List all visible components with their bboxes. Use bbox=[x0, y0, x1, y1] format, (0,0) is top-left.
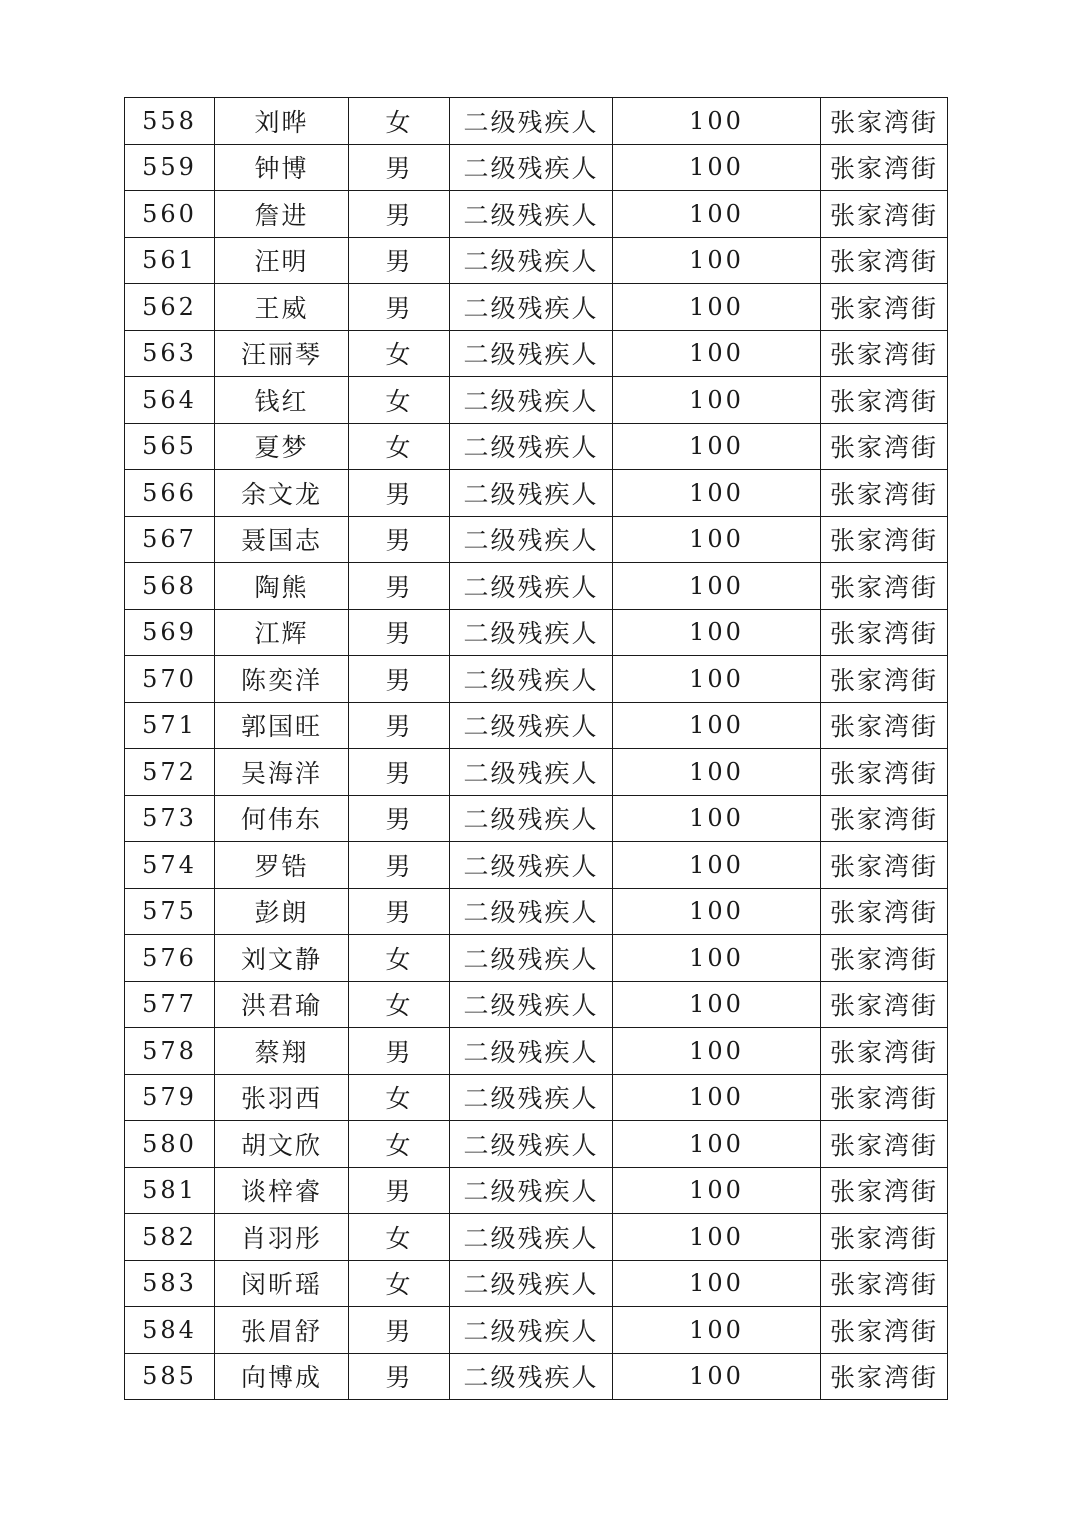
serial-number-cell: 565 bbox=[125, 423, 215, 470]
serial-number-cell: 575 bbox=[125, 888, 215, 935]
table-row bbox=[125, 795, 948, 842]
serial-number-cell: 560 bbox=[125, 191, 215, 238]
table-row bbox=[125, 563, 948, 610]
name-cell: 张羽西 bbox=[215, 1074, 349, 1121]
amount-cell: 100 bbox=[613, 609, 821, 656]
name-cell: 詹进 bbox=[215, 191, 349, 238]
serial-number-cell: 563 bbox=[125, 330, 215, 377]
table-row bbox=[125, 1028, 948, 1075]
name-cell: 刘文静 bbox=[215, 935, 349, 982]
street-cell: 张家湾街 bbox=[821, 1074, 948, 1121]
table-row bbox=[125, 144, 948, 191]
amount-cell: 100 bbox=[613, 284, 821, 331]
disability-level-cell: 二级残疾人 bbox=[450, 1214, 613, 1261]
table-row bbox=[125, 842, 948, 889]
disability-level-cell: 二级残疾人 bbox=[450, 656, 613, 703]
gender-cell: 女 bbox=[349, 935, 450, 982]
amount-cell: 100 bbox=[613, 842, 821, 889]
street-cell: 张家湾街 bbox=[821, 609, 948, 656]
table-row bbox=[125, 1167, 948, 1214]
serial-number-cell: 577 bbox=[125, 981, 215, 1028]
gender-cell: 男 bbox=[349, 1307, 450, 1354]
street-cell: 张家湾街 bbox=[821, 237, 948, 284]
serial-number-cell: 567 bbox=[125, 516, 215, 563]
table-row bbox=[125, 609, 948, 656]
table-row bbox=[125, 981, 948, 1028]
disability-level-cell: 二级残疾人 bbox=[450, 377, 613, 424]
gender-cell: 男 bbox=[349, 656, 450, 703]
serial-number-cell: 570 bbox=[125, 656, 215, 703]
serial-number-cell: 583 bbox=[125, 1260, 215, 1307]
name-cell: 陶熊 bbox=[215, 563, 349, 610]
serial-number-cell: 562 bbox=[125, 284, 215, 331]
amount-cell: 100 bbox=[613, 237, 821, 284]
amount-cell: 100 bbox=[613, 749, 821, 796]
name-cell: 郭国旺 bbox=[215, 702, 349, 749]
serial-number-cell: 579 bbox=[125, 1074, 215, 1121]
gender-cell: 男 bbox=[349, 609, 450, 656]
street-cell: 张家湾街 bbox=[821, 1028, 948, 1075]
amount-cell: 100 bbox=[613, 191, 821, 238]
disability-level-cell: 二级残疾人 bbox=[450, 702, 613, 749]
street-cell: 张家湾街 bbox=[821, 1307, 948, 1354]
serial-number-cell: 574 bbox=[125, 842, 215, 889]
amount-cell: 100 bbox=[613, 656, 821, 703]
table-row bbox=[125, 284, 948, 331]
name-cell: 汪明 bbox=[215, 237, 349, 284]
disability-level-cell: 二级残疾人 bbox=[450, 795, 613, 842]
street-cell: 张家湾街 bbox=[821, 795, 948, 842]
name-cell: 肖羽彤 bbox=[215, 1214, 349, 1261]
serial-number-cell: 582 bbox=[125, 1214, 215, 1261]
amount-cell: 100 bbox=[613, 1353, 821, 1400]
disability-level-cell: 二级残疾人 bbox=[450, 470, 613, 517]
gender-cell: 男 bbox=[349, 888, 450, 935]
serial-number-cell: 581 bbox=[125, 1167, 215, 1214]
street-cell: 张家湾街 bbox=[821, 749, 948, 796]
table-row bbox=[125, 888, 948, 935]
disability-level-cell: 二级残疾人 bbox=[450, 1167, 613, 1214]
table-row bbox=[125, 1214, 948, 1261]
disability-level-cell: 二级残疾人 bbox=[450, 330, 613, 377]
table-row bbox=[125, 191, 948, 238]
amount-cell: 100 bbox=[613, 1307, 821, 1354]
street-cell: 张家湾街 bbox=[821, 423, 948, 470]
serial-number-cell: 561 bbox=[125, 237, 215, 284]
disability-level-cell: 二级残疾人 bbox=[450, 935, 613, 982]
gender-cell: 男 bbox=[349, 795, 450, 842]
gender-cell: 男 bbox=[349, 1353, 450, 1400]
name-cell: 何伟东 bbox=[215, 795, 349, 842]
gender-cell: 女 bbox=[349, 981, 450, 1028]
gender-cell: 男 bbox=[349, 237, 450, 284]
amount-cell: 100 bbox=[613, 98, 821, 145]
gender-cell: 男 bbox=[349, 1167, 450, 1214]
gender-cell: 女 bbox=[349, 423, 450, 470]
street-cell: 张家湾街 bbox=[821, 888, 948, 935]
table-row bbox=[125, 702, 948, 749]
gender-cell: 男 bbox=[349, 144, 450, 191]
disability-level-cell: 二级残疾人 bbox=[450, 1260, 613, 1307]
amount-cell: 100 bbox=[613, 563, 821, 610]
name-cell: 胡文欣 bbox=[215, 1121, 349, 1168]
name-cell: 谈梓睿 bbox=[215, 1167, 349, 1214]
amount-cell: 100 bbox=[613, 1167, 821, 1214]
street-cell: 张家湾街 bbox=[821, 98, 948, 145]
street-cell: 张家湾街 bbox=[821, 377, 948, 424]
disability-level-cell: 二级残疾人 bbox=[450, 563, 613, 610]
name-cell: 刘晔 bbox=[215, 98, 349, 145]
street-cell: 张家湾街 bbox=[821, 1260, 948, 1307]
amount-cell: 100 bbox=[613, 1074, 821, 1121]
street-cell: 张家湾街 bbox=[821, 330, 948, 377]
gender-cell: 男 bbox=[349, 563, 450, 610]
table-row bbox=[125, 237, 948, 284]
amount-cell: 100 bbox=[613, 1121, 821, 1168]
amount-cell: 100 bbox=[613, 795, 821, 842]
serial-number-cell: 569 bbox=[125, 609, 215, 656]
table-row bbox=[125, 656, 948, 703]
amount-cell: 100 bbox=[613, 888, 821, 935]
street-cell: 张家湾街 bbox=[821, 144, 948, 191]
disability-level-cell: 二级残疾人 bbox=[450, 237, 613, 284]
serial-number-cell: 566 bbox=[125, 470, 215, 517]
amount-cell: 100 bbox=[613, 470, 821, 517]
gender-cell: 男 bbox=[349, 284, 450, 331]
street-cell: 张家湾街 bbox=[821, 1214, 948, 1261]
disability-level-cell: 二级残疾人 bbox=[450, 191, 613, 238]
gender-cell: 男 bbox=[349, 1028, 450, 1075]
name-cell: 钟博 bbox=[215, 144, 349, 191]
amount-cell: 100 bbox=[613, 1214, 821, 1261]
disability-level-cell: 二级残疾人 bbox=[450, 1353, 613, 1400]
name-cell: 江辉 bbox=[215, 609, 349, 656]
amount-cell: 100 bbox=[613, 330, 821, 377]
disability-level-cell: 二级残疾人 bbox=[450, 1121, 613, 1168]
table-row bbox=[125, 516, 948, 563]
amount-cell: 100 bbox=[613, 516, 821, 563]
roster-table-body bbox=[125, 98, 948, 1400]
amount-cell: 100 bbox=[613, 1028, 821, 1075]
disability-level-cell: 二级残疾人 bbox=[450, 516, 613, 563]
street-cell: 张家湾街 bbox=[821, 191, 948, 238]
table-row bbox=[125, 377, 948, 424]
disability-level-cell: 二级残疾人 bbox=[450, 144, 613, 191]
roster-table bbox=[124, 97, 948, 1400]
gender-cell: 男 bbox=[349, 516, 450, 563]
disability-level-cell: 二级残疾人 bbox=[450, 749, 613, 796]
street-cell: 张家湾街 bbox=[821, 470, 948, 517]
gender-cell: 女 bbox=[349, 1074, 450, 1121]
street-cell: 张家湾街 bbox=[821, 656, 948, 703]
amount-cell: 100 bbox=[613, 144, 821, 191]
serial-number-cell: 584 bbox=[125, 1307, 215, 1354]
gender-cell: 女 bbox=[349, 1260, 450, 1307]
amount-cell: 100 bbox=[613, 935, 821, 982]
amount-cell: 100 bbox=[613, 981, 821, 1028]
disability-level-cell: 二级残疾人 bbox=[450, 1074, 613, 1121]
name-cell: 洪君瑜 bbox=[215, 981, 349, 1028]
street-cell: 张家湾街 bbox=[821, 842, 948, 889]
table-row bbox=[125, 1307, 948, 1354]
name-cell: 余文龙 bbox=[215, 470, 349, 517]
serial-number-cell: 572 bbox=[125, 749, 215, 796]
gender-cell: 男 bbox=[349, 749, 450, 796]
disability-level-cell: 二级残疾人 bbox=[450, 981, 613, 1028]
name-cell: 钱红 bbox=[215, 377, 349, 424]
table-row bbox=[125, 1121, 948, 1168]
table-row bbox=[125, 330, 948, 377]
amount-cell: 100 bbox=[613, 423, 821, 470]
serial-number-cell: 585 bbox=[125, 1353, 215, 1400]
street-cell: 张家湾街 bbox=[821, 1353, 948, 1400]
gender-cell: 女 bbox=[349, 377, 450, 424]
table-row bbox=[125, 423, 948, 470]
name-cell: 张眉舒 bbox=[215, 1307, 349, 1354]
street-cell: 张家湾街 bbox=[821, 516, 948, 563]
serial-number-cell: 573 bbox=[125, 795, 215, 842]
amount-cell: 100 bbox=[613, 1260, 821, 1307]
name-cell: 向博成 bbox=[215, 1353, 349, 1400]
name-cell: 闵昕瑶 bbox=[215, 1260, 349, 1307]
disability-level-cell: 二级残疾人 bbox=[450, 284, 613, 331]
street-cell: 张家湾街 bbox=[821, 563, 948, 610]
name-cell: 王威 bbox=[215, 284, 349, 331]
serial-number-cell: 580 bbox=[125, 1121, 215, 1168]
gender-cell: 女 bbox=[349, 1214, 450, 1261]
table-row bbox=[125, 470, 948, 517]
disability-level-cell: 二级残疾人 bbox=[450, 842, 613, 889]
name-cell: 罗锆 bbox=[215, 842, 349, 889]
disability-level-cell: 二级残疾人 bbox=[450, 1307, 613, 1354]
gender-cell: 女 bbox=[349, 98, 450, 145]
serial-number-cell: 576 bbox=[125, 935, 215, 982]
gender-cell: 女 bbox=[349, 330, 450, 377]
serial-number-cell: 578 bbox=[125, 1028, 215, 1075]
street-cell: 张家湾街 bbox=[821, 1167, 948, 1214]
disability-level-cell: 二级残疾人 bbox=[450, 609, 613, 656]
gender-cell: 男 bbox=[349, 702, 450, 749]
disability-level-cell: 二级残疾人 bbox=[450, 98, 613, 145]
disability-level-cell: 二级残疾人 bbox=[450, 888, 613, 935]
disability-level-cell: 二级残疾人 bbox=[450, 423, 613, 470]
gender-cell: 男 bbox=[349, 470, 450, 517]
gender-cell: 男 bbox=[349, 191, 450, 238]
serial-number-cell: 558 bbox=[125, 98, 215, 145]
name-cell: 汪丽琴 bbox=[215, 330, 349, 377]
name-cell: 聂国志 bbox=[215, 516, 349, 563]
table-row bbox=[125, 935, 948, 982]
gender-cell: 男 bbox=[349, 842, 450, 889]
table-row bbox=[125, 98, 948, 145]
street-cell: 张家湾街 bbox=[821, 284, 948, 331]
amount-cell: 100 bbox=[613, 702, 821, 749]
name-cell: 夏梦 bbox=[215, 423, 349, 470]
name-cell: 陈奕洋 bbox=[215, 656, 349, 703]
name-cell: 吴海洋 bbox=[215, 749, 349, 796]
serial-number-cell: 559 bbox=[125, 144, 215, 191]
name-cell: 蔡翔 bbox=[215, 1028, 349, 1075]
table-row bbox=[125, 1353, 948, 1400]
gender-cell: 女 bbox=[349, 1121, 450, 1168]
serial-number-cell: 568 bbox=[125, 563, 215, 610]
street-cell: 张家湾街 bbox=[821, 981, 948, 1028]
street-cell: 张家湾街 bbox=[821, 935, 948, 982]
serial-number-cell: 564 bbox=[125, 377, 215, 424]
street-cell: 张家湾街 bbox=[821, 1121, 948, 1168]
street-cell: 张家湾街 bbox=[821, 702, 948, 749]
disability-level-cell: 二级残疾人 bbox=[450, 1028, 613, 1075]
table-row bbox=[125, 1260, 948, 1307]
amount-cell: 100 bbox=[613, 377, 821, 424]
serial-number-cell: 571 bbox=[125, 702, 215, 749]
name-cell: 彭朗 bbox=[215, 888, 349, 935]
table-row bbox=[125, 1074, 948, 1121]
table-row bbox=[125, 749, 948, 796]
